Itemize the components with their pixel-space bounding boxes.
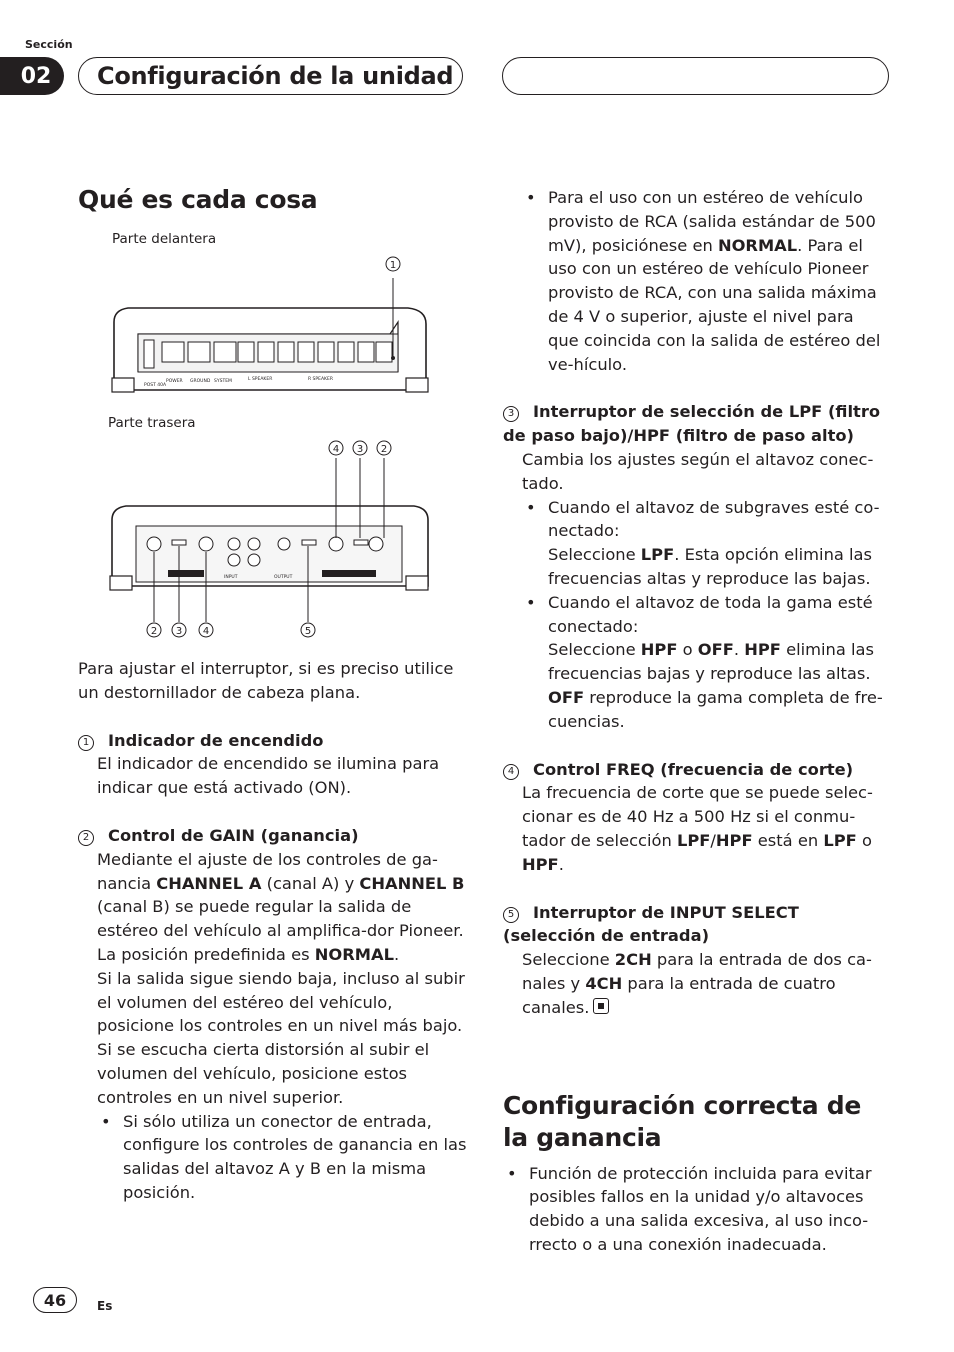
rear-caption: Parte trasera (108, 415, 196, 431)
page-number: 46 (33, 1287, 77, 1313)
end-mark-icon (593, 998, 609, 1014)
section-title: Configuración de la unidad (78, 57, 463, 95)
language-code: Es (97, 1299, 113, 1313)
rca-bullet: • Para el uso con un estéreo de vehículo provisto de RCA (salida estándar de 500 mV), posiciónese en NORMAL. Para el uso con un estéreo de vehículo Pioneer provisto de RCA, con una salida máxima de 4 V o superior, ajuste el nivel para que coincida con la salida de estéreo del ve-hículo. (522, 186, 888, 376)
callout-4-top: 4 (332, 444, 340, 455)
item5-heading: 5 Interruptor de INPUT SELECT (selección de entrada) (503, 902, 799, 946)
item4-text: La frecuencia de corte que se puede selec-cionar es de 40 Hz a 500 Hz si el conmu-tador de selección LPF/HPF está en LPF o HPF. (522, 783, 873, 874)
item3-text: Cambia los ajustes según el altavoz conec-tado. (522, 449, 874, 493)
empty-title-pill (502, 57, 889, 95)
svg-text:R SPEAKER: R SPEAKER (308, 377, 333, 382)
rear-panel-diagram (108, 436, 438, 646)
section-number: 02 (0, 57, 64, 95)
callout-2-top: 2 (380, 444, 388, 455)
item3-heading: 3 Interruptor de selección de LPF (filtro de paso bajo)/HPF (filtro de paso alto) (503, 402, 881, 446)
callout-3-top: 3 (356, 444, 364, 455)
svg-text:GROUND: GROUND (190, 379, 211, 384)
section-label: Sección (25, 38, 73, 51)
svg-text:POWER: POWER (166, 379, 183, 384)
svg-text:POST 40A: POST 40A (144, 383, 167, 388)
callout-3-bottom: 3 (175, 626, 183, 637)
item5-text: Seleccione 2CH para la entrada de dos ca-nales y 4CH para la entrada de cuatro canales. (522, 950, 872, 1017)
callout-5-bottom: 5 (304, 626, 312, 637)
heading-what-is-each: Qué es cada cosa (78, 185, 318, 214)
item2-number: 2 (78, 830, 94, 846)
svg-text:SYSTEM: SYSTEM (214, 379, 232, 384)
front-panel-diagram (108, 252, 438, 404)
intro-paragraph: Para ajustar el interruptor, si es preciso utilice un destornillador de cabeza plana. (78, 659, 454, 702)
svg-text:INPUT: INPUT (224, 575, 238, 580)
item3-number: 3 (503, 406, 519, 422)
left-column (78, 185, 468, 214)
heading-gain-setup: Configuración correcta de la ganancia (503, 1090, 862, 1152)
item4-heading: 4 Control FREQ (frecuencia de corte) (503, 758, 888, 782)
callout-1: 1 (389, 260, 397, 271)
item2-paragraph1: Mediante el ajuste de los controles de ga-nancia CHANNEL A (canal A) y CHANNEL B (canal B) se puede regular la salida de estéreo del vehículo al amplifica-dor Pioneer. La posición predefinida es NORMAL. (97, 849, 465, 964)
item1-heading: 1 Indicador de encendido (78, 729, 468, 753)
svg-text:OUTPUT: OUTPUT (274, 575, 293, 580)
callout-4-bottom: 4 (202, 626, 210, 637)
item1-number: 1 (78, 735, 94, 751)
left-text (78, 657, 468, 1205)
item1-text: El indicador de encendido se ilumina para indicar que está activado (ON). (97, 754, 440, 798)
item3-bullet2: • Cuando el altavoz de toda la gama esté conectado: Seleccione HPF o OFF. HPF elimina las frecuencias bajas y reproduce las altas. OFF reproduce la gama completa de fre-cuencias. (522, 591, 888, 734)
item4-number: 4 (503, 764, 519, 780)
item2-heading: 2 Control de GAIN (ganancia) (78, 824, 468, 848)
item2-paragraph2: Si la salida sigue siendo baja, incluso al subir el volumen del estéreo del vehículo, posicione los controles en un nivel más bajo. Si se escucha cierta distorsión al subir el volumen del vehículo, posicione estos controles en un nivel superior. (97, 968, 465, 1107)
front-caption: Parte delantera (112, 231, 217, 247)
protection-bullet: • Función de protección incluida para evitar posibles fallos en la unidad y/o altavoces debido a una salida excesiva, al uso inco-rrecto o a una conexión inadecuada. (503, 1162, 888, 1257)
item5-number: 5 (503, 907, 519, 923)
callout-2-bottom: 2 (150, 626, 158, 637)
right-column (503, 186, 888, 1257)
item3-bullet1: • Cuando el altavoz de subgraves esté co-nectado: Seleccione LPF. Esta opción elimina las frecuencias altas y reproduce las bajas. (522, 496, 888, 591)
item2-bullet: • Si sólo utiliza un conector de entrada, configure los controles de ganancia en las salidas del altavoz A y B en la misma posición. (97, 1110, 468, 1205)
svg-text:L SPEAKER: L SPEAKER (248, 377, 273, 382)
